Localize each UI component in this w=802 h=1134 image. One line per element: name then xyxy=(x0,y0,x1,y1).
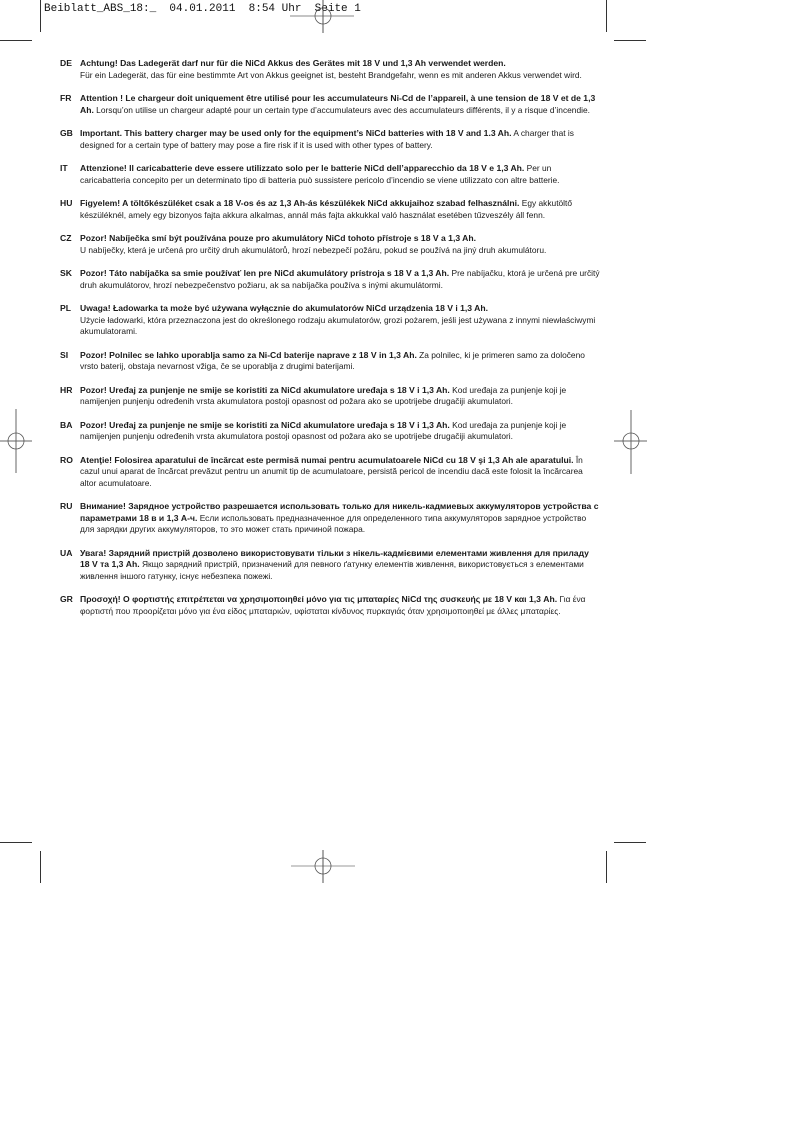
crop-mark-bottom-left-vertical xyxy=(40,851,41,883)
crop-mark-bottom-right-vertical xyxy=(606,851,607,883)
registration-mark-bottom-icon xyxy=(290,849,360,883)
language-code: IT xyxy=(60,163,68,173)
language-code: SI xyxy=(60,349,69,360)
warning-body: Για ένα φορτιστή που προορίζεται μόνο για ένα είδος μπαταριών, υφίσταται κίνδυνος πυρκαγιάς όταν χρησιμοποιηθεί με άλλες μπαταρίες. xyxy=(80,594,586,616)
warning-entry-de xyxy=(60,58,600,81)
warning-body: Если использовать предназначенное для определенного типа аккумуляторов зарядное устройство для зарядки других аккумуляторов, то это может стать причиной пожара. xyxy=(80,512,587,534)
warning-lead: Pozor! Uređaj za punjenje ne smije se koristiti za NiCd akumulatore uređaja s 18 V i 1,3 Ah. xyxy=(80,384,450,395)
language-code: GR xyxy=(60,594,73,604)
warning-entry-cz xyxy=(60,233,600,256)
language-code: FR xyxy=(60,93,72,103)
language-code: PL xyxy=(60,303,71,313)
warning-lead: Внимание! Зарядное устройство разрешается использовать только для никель-кадмиевых аккумуляторов устройства с параметрами 18 в и 1,3 А-ч. xyxy=(80,501,599,523)
language-code: RU xyxy=(60,501,73,511)
language-code: HR xyxy=(60,384,73,395)
registration-mark-left-icon xyxy=(0,407,34,475)
warning-lead: Attention ! Le chargeur doit uniquement être utilisé pour les accumulateurs Ni-Cd de l’appareil, à une tension de 18 V et de 1,3 Ah. xyxy=(80,93,596,115)
warning-body: Kod uređaja za punjenje koji je namijenjen punjenju određenih vrsta akumulatora postoji opasnost od požara ako se upotrijebe drugačiji akumulatori. xyxy=(80,384,567,406)
warning-body: Lorsqu’on utilise un chargeur adapté pour un certain type d’accumulateurs avec des accumulateurs différents, il y a risque d’incendie. xyxy=(96,104,590,115)
crop-mark-bottom-right-horizontal xyxy=(614,842,646,843)
warning-entry-pl xyxy=(60,303,600,338)
warning-entry-hu xyxy=(60,198,600,221)
warning-body: Per un caricabatteria concepito per un determinato tipo di batteria può sussistere pericolo d’incendio se viene utilizzato con altre batterie. xyxy=(80,163,560,185)
warning-lead: Pozor! Nabíječka smí být používána pouze pro akumulátory NiCd tohoto přístroje s 18 V a 1,3 Ah. xyxy=(80,233,477,243)
warning-lead: Attenzione! Il caricabatterie deve essere utilizzato solo per le batterie NiCd dell’apparecchio da 18 V e 1,3 Ah. xyxy=(80,163,525,173)
warning-body: Якщо зарядний пристрій, призначений для певного ґатунку елементів живлення, використовується з елементами живлення іншого гатунку, існує небезпека пожежі. xyxy=(80,559,584,581)
warning-body: Pre nabíjačku, ktorá je určená pre určitý druh akumulátorov, hrozí nebezpečenstvo požiaru, ak sa nabíjačka používa s inými akumulátormi. xyxy=(80,268,600,290)
warning-body: A charger that is designed for a certain type of battery may pose a fire risk if it is used with other types of battery. xyxy=(80,128,574,150)
language-code: SK xyxy=(60,268,72,278)
warning-body: Egy akkutöltő készüléknél, amely egy bizonyos fajta akkura alkalmas, annál más fajta akkukkal való használat esetében tűzveszély áll fenn. xyxy=(80,198,573,220)
warning-lead: Uwaga! Ładowarka ta może być używana wyłącznie do akumulatorów NiCd urządzenia 18 V i 1,3 Ah. xyxy=(80,303,488,313)
warning-lead: Figyelem! A töltőkészüléket csak a 18 V-os és az 1,3 Ah-ás készülékek NiCd akkujaihoz szabad felhasználni. xyxy=(80,198,520,208)
language-code: UA xyxy=(60,547,73,558)
warning-entry-ua xyxy=(60,548,600,583)
print-slug: Beiblatt_ABS_18:_ 04.01.2011 8:54 Uhr Seite 1 xyxy=(44,3,361,15)
warning-body: Za polnilec, ki je primeren samo za določeno vrsto baterij, obstaja nevarnost vžiga, če se uporablja z drugimi baterijami. xyxy=(80,349,585,371)
warning-lead: Pozor! Uređaj za punjenje ne smije se koristiti za NiCd akumulatore uređaja s 18 V i 1,3 Ah. xyxy=(80,419,450,430)
warning-entry-si xyxy=(60,350,600,373)
warning-list xyxy=(60,58,600,629)
warning-body: Kod uređaja za punjenje koji je namijenjen punjenju određenih vrsta akumulatora postoji opasnost od požara ako se upotrijebe drugačiji akumulatori. xyxy=(80,419,567,441)
warning-body: În cazul unui aparat de încărcat prevăzut pentru un anumit tip de acumulatoare, persistă pericol de incendiu dacă este folosit la încărcarea altor acumulatoare. xyxy=(80,454,583,488)
language-code: HU xyxy=(60,198,73,208)
warning-lead: Achtung! Das Ladegerät darf nur für die NiCd Akkus des Gerätes mit 18 V und 1,3 Ah verwendet werden. xyxy=(80,58,506,68)
language-code: CZ xyxy=(60,233,72,243)
crop-mark-top-left-horizontal xyxy=(0,40,32,41)
warning-entry-sk xyxy=(60,268,600,291)
language-code: DE xyxy=(60,58,72,68)
crop-mark-top-right-vertical xyxy=(606,0,607,32)
crop-mark-bottom-left-horizontal xyxy=(0,842,32,843)
warning-body: Für ein Ladegerät, das für eine bestimmte Art von Akkus geeignet ist, besteht Brandgefahr, wenn es mit anderen Akkus verwendet wird. xyxy=(80,69,582,80)
warning-entry-ro xyxy=(60,455,600,490)
warning-lead: Important. This battery charger may be used only for the equipment’s NiCd batteries with 18 V and 1.3 Ah. xyxy=(80,128,512,138)
warning-entry-fr xyxy=(60,93,600,116)
warning-lead: Προσοχή! Ο φορτιστής επιτρέπεται να χρησιμοποιηθεί μόνο για τις μπαταρίες NiCd της συσκευής με 18 V και 1,3 Ah. xyxy=(80,594,558,604)
crop-mark-top-left-vertical xyxy=(40,0,41,32)
crop-mark-top-right-horizontal xyxy=(614,40,646,41)
warning-entry-ba xyxy=(60,420,600,443)
registration-mark-right-icon xyxy=(614,410,648,476)
warning-entry-gb xyxy=(60,128,600,151)
warning-lead: Pozor! Táto nabíjačka sa smie používať len pre NiCd akumulátory prístroja s 18 V a 1,3 Ah. xyxy=(80,268,450,278)
warning-body: U nabíječky, která je určená pro určitý druh akumulátorů, hrozí nebezpečí požáru, pokud se používá na jiný druh akumulátoru. xyxy=(80,244,547,255)
warning-lead: Pozor! Polnilec se lahko uporablja samo za Ni-Cd baterije naprave z 18 V in 1,3 Ah. xyxy=(80,349,417,360)
warning-entry-ru xyxy=(60,501,600,536)
warning-lead: Atenţie! Folosirea aparatului de încărcat este permisă numai pentru acumulatoarele NiCd cu 18 V şi 1,3 Ah ale aparatului. xyxy=(80,454,574,465)
warning-entry-hr xyxy=(60,385,600,408)
warning-entry-gr xyxy=(60,594,600,617)
language-code: GB xyxy=(60,128,73,138)
warning-body: Użycie ładowarki, która przeznaczona jest do określonego rodzaju akumulatorów, grozi pożarem, jeśli jest używana z innymi niewłaściwymi akumulatorami. xyxy=(80,314,596,336)
language-code: BA xyxy=(60,419,73,430)
warning-lead: Увага! Зарядний пристрій дозволено використовувати тільки з нікель-кадмієвими елементами живлення для приладу 18 V та 1,3 Ah. xyxy=(80,547,589,569)
registration-mark-top-icon xyxy=(290,0,360,34)
warning-entry-it xyxy=(60,163,600,186)
language-code: RO xyxy=(60,454,73,465)
